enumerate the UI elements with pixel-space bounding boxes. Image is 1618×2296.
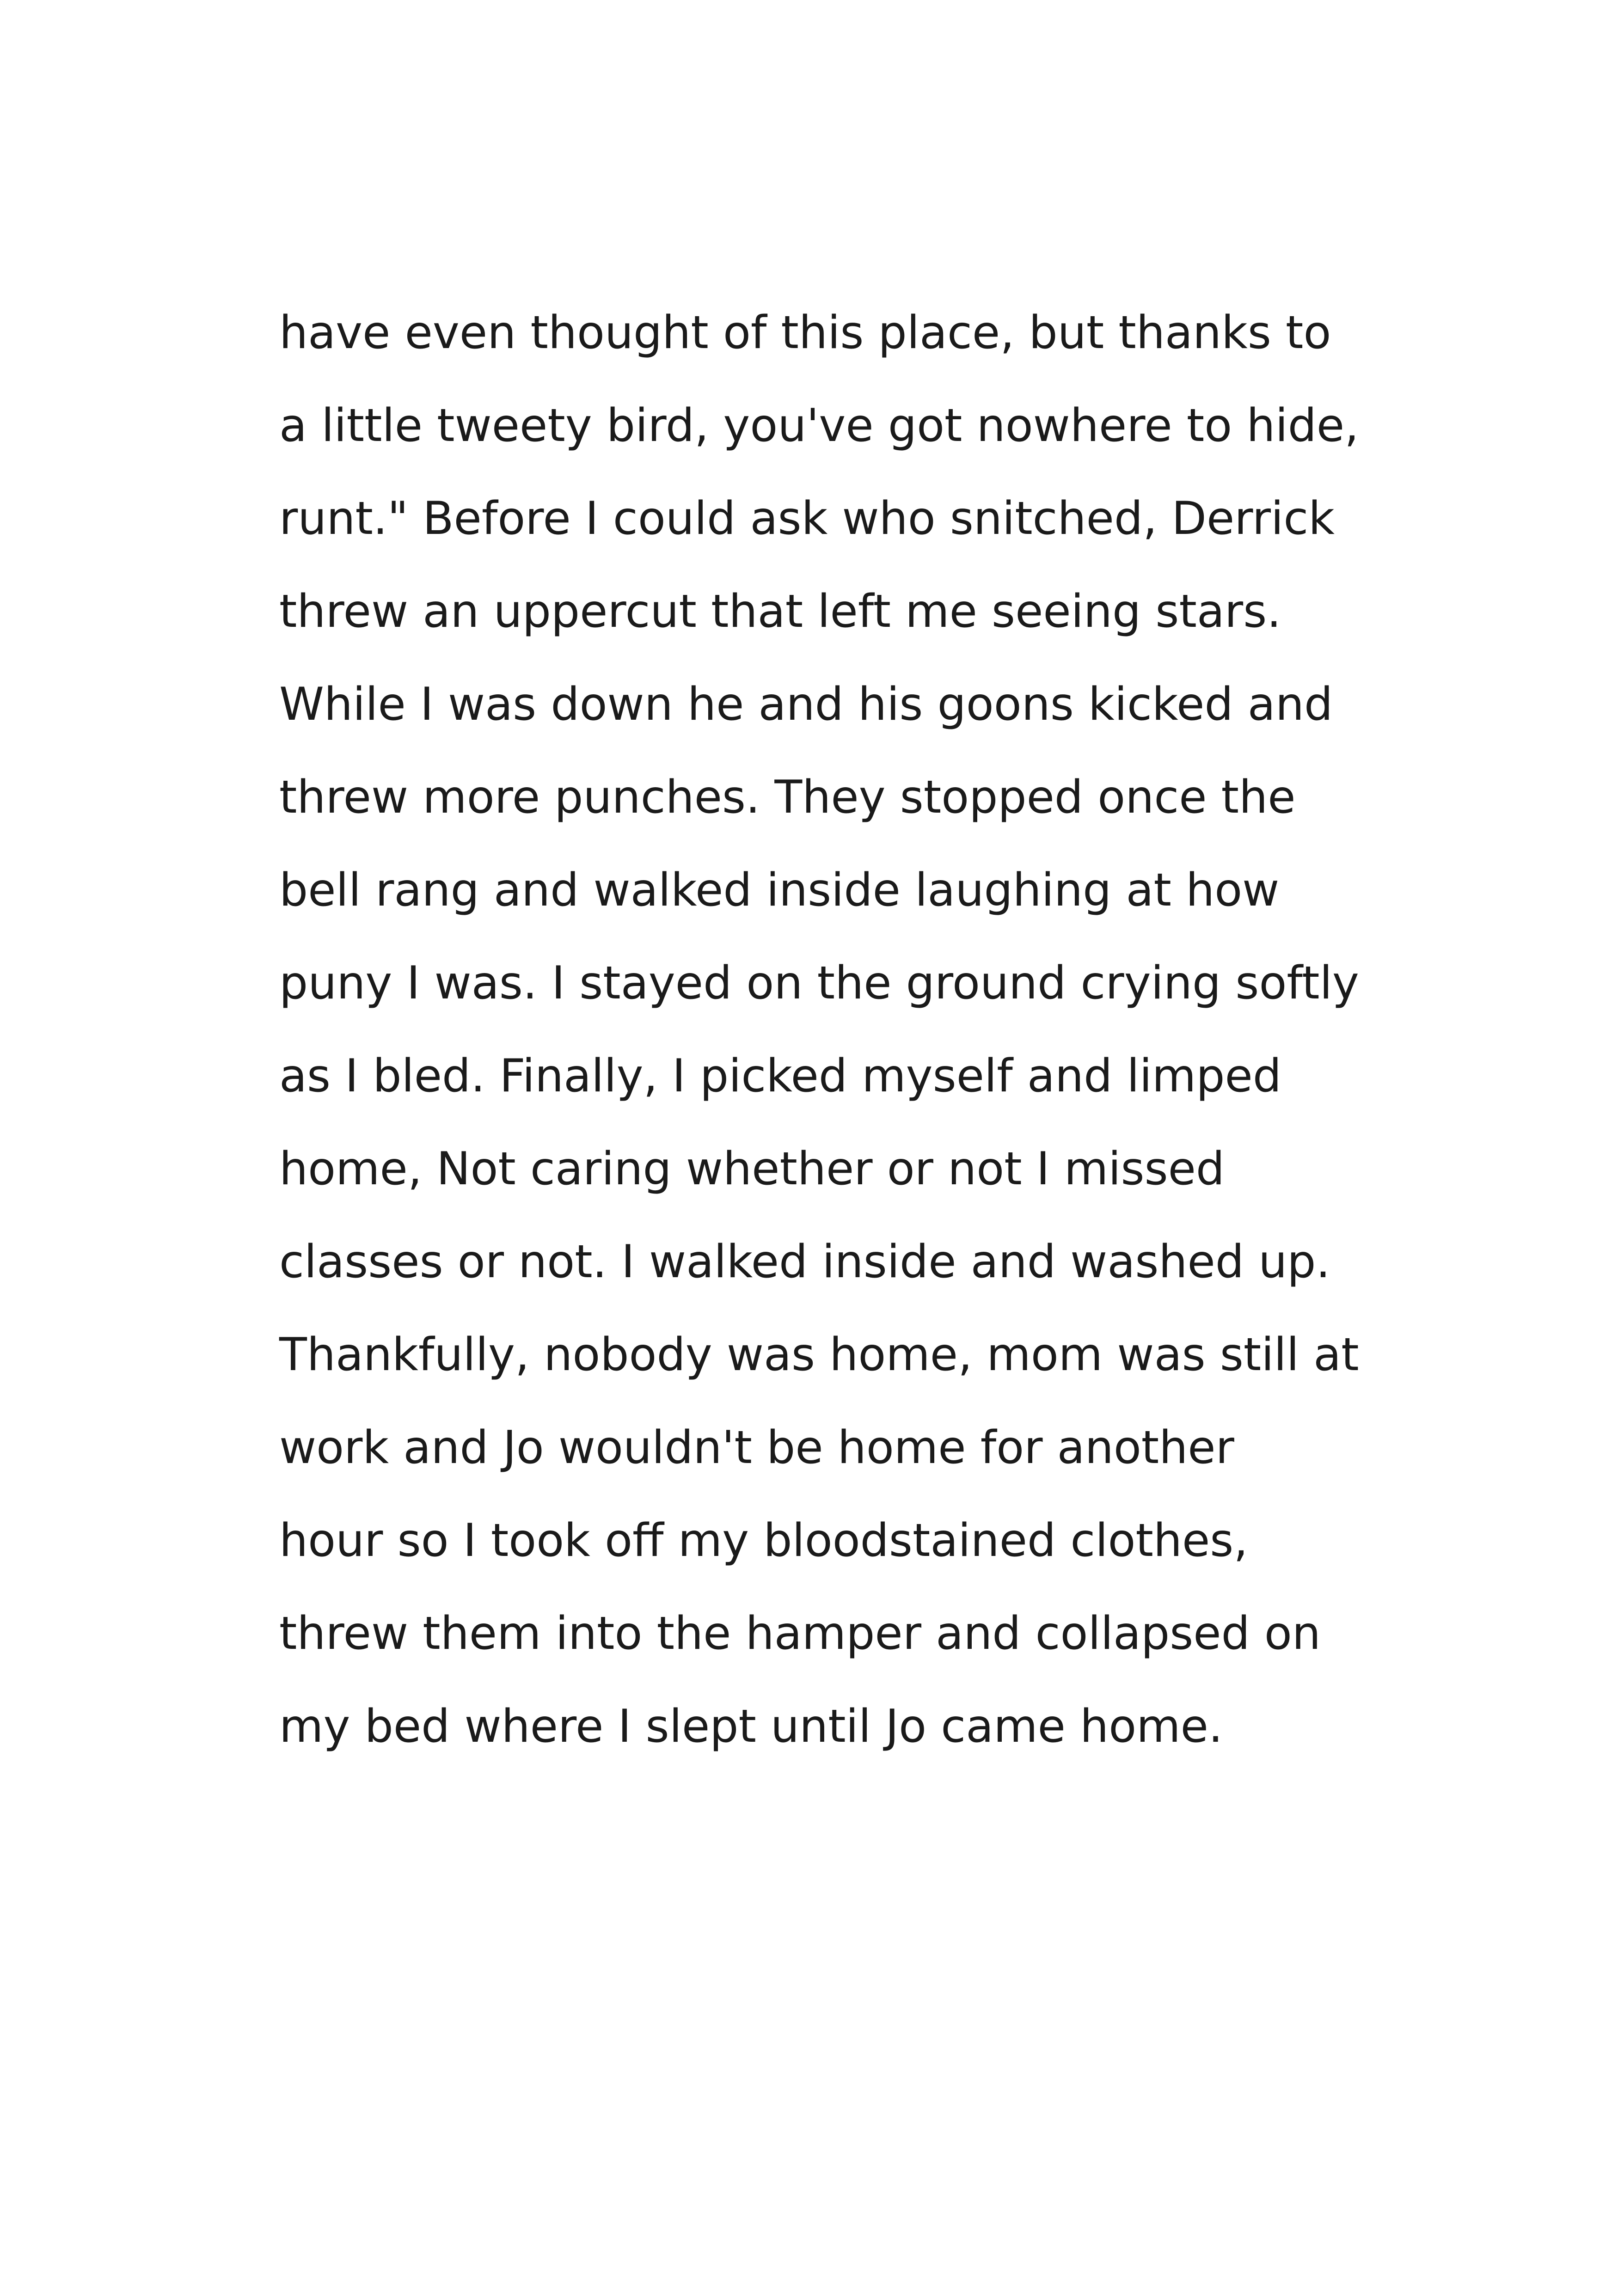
- text-line: puny I was. I stayed on the ground crying softly: [279, 957, 1359, 1010]
- text-line: a little tweety bird, you've got nowhere to hide,: [279, 399, 1359, 452]
- text-line: bell rang and walked inside laughing at how: [279, 864, 1280, 917]
- text-line: as I bled. Finally, I picked myself and limped: [279, 1050, 1282, 1102]
- text-line: work and Jo wouldn't be home for another: [279, 1421, 1234, 1474]
- text-line: Thankfully, nobody was home, mom was still at: [279, 1329, 1359, 1381]
- text-line: have even thought of this place, but thanks to: [279, 306, 1331, 359]
- text-line: home, Not caring whether or not I missed: [279, 1143, 1225, 1195]
- text-line: my bed where I slept until Jo came home.: [279, 1700, 1223, 1753]
- text-line: classes or not. I walked inside and washed up.: [279, 1236, 1330, 1288]
- text-line: threw an uppercut that left me seeing stars.: [279, 585, 1281, 638]
- text-line: threw them into the hamper and collapsed on: [279, 1607, 1321, 1660]
- text-line: runt." Before I could ask who snitched, Derrick: [279, 492, 1335, 545]
- body-text: [279, 287, 1435, 1773]
- text-line: threw more punches. They stopped once the: [279, 771, 1296, 824]
- text-line: While I was down he and his goons kicked and: [279, 678, 1333, 731]
- text-line: hour so I took off my bloodstained clothes,: [279, 1514, 1248, 1567]
